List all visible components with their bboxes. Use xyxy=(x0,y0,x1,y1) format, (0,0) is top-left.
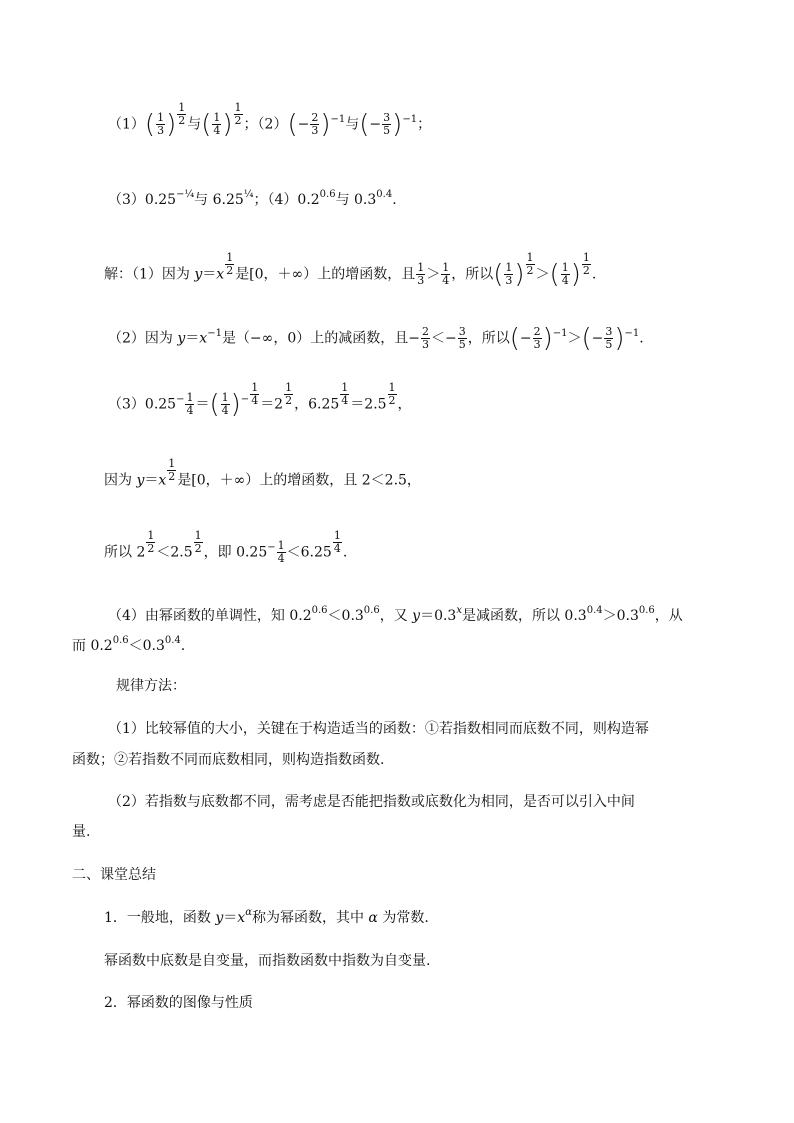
method-p2a: （2）若指数与底数都不同，需考虑是否能把指数或底数化为相同，是否可以引入中间 xyxy=(108,794,635,810)
fraction-2-3: $\frac{2}{3}$ xyxy=(311,111,319,137)
fraction-1-3: $\frac{1}{3}$ xyxy=(157,111,165,137)
problem-line-1: （1）( $\frac{1}{3}$ ) $\frac{1}{2}$ 与( $\frac{1}{4}$ ) $\frac{1}{2}$ ；（2）(− $\frac{2}{3}$ )$^{-1}$与(− $\frac{3}{5}$ )$^{-1}$； xyxy=(108,101,432,140)
solution-3: （3）0.25− $\frac{1}{4}$ ＝( $\frac{1}{4}$ )− $\frac{1}{4}$ ＝2 $\frac{1}{2}$ ，6.25 $\frac{1}{4}$ ＝2.5 $\frac{1}{2}$ ， xyxy=(108,381,412,420)
summary-heading: 二、课堂总结 xyxy=(72,867,156,883)
exponent-neg1: −1 xyxy=(330,113,346,125)
exponent-1-2: $\frac{1}{2}$ xyxy=(178,101,186,127)
method-p2b: 量. xyxy=(72,824,91,840)
solution-6a: （4）由幂函数的单调性，知 $0.2^{0.6}<0.3^{0.6}$，又 $y=0.3^x$是减函数，所以 $0.3^{0.4}>0.3^{0.6}$，从 xyxy=(108,605,683,624)
solution-2: （2）因为 $y=x^{-1}$是（−∞，0）上的减函数，且− $\frac{2}{3}$ ＜− $\frac{3}{5}$ ，所以(− $\frac{2}{3}$ )$^{-1}$＞(− $\frac{3}{5}$ )$^{-1}$. xyxy=(108,323,644,354)
summary-item-2: 2．幂函数的图像与性质 xyxy=(104,995,253,1011)
problem-line-2: $(3)0.25^{-\frac{1}{4}}$与 $6.25^{\frac{1}{4}}$；$(4)0.2^{0.6}$与 $0.3^{0.4}$. xyxy=(108,189,397,208)
exponent-neg1-b: −1 xyxy=(402,113,418,125)
problem-1-label: （1） xyxy=(108,116,145,133)
method-p1a: （1）比较幂值的大小，关键在于构造适当的函数：①若指数相同而底数不同，则构造幂 xyxy=(108,721,649,737)
fraction-3-5: $\frac{3}{5}$ xyxy=(383,111,391,137)
method-title: 规律方法： xyxy=(116,678,186,694)
method-p1b: 函数；②若指数不同而底数相同，则构造指数函数. xyxy=(72,752,385,768)
summary-item-1: 1．一般地，函数 $y=x^\alpha$称为幂函数，其中 α 为常数. xyxy=(104,907,429,926)
solution-5: 所以 2 $\frac{1}{2}$ ＜2.5 $\frac{1}{2}$ ，即 0.25− $\frac{1}{4}$ ＜6.25 $\frac{1}{4}$ . xyxy=(104,529,348,565)
summary-item-1b: 幂函数中底数是自变量，而指数函数中指数为自变量. xyxy=(104,953,431,969)
exponent-1-2-b: $\frac{1}{2}$ xyxy=(234,101,242,127)
solution-1: 解：（1）因为 y＝x $\frac{1}{2}$ 是[0，＋∞）上的增函数，且 $\frac{1}{3}$ ＞ $\frac{1}{4}$ ，所以( $\frac{1}{3}$ ) $\frac{1}{2}$ ＞( $\frac{1}{4}$ ) $\frac{1}{2}$ . xyxy=(104,251,597,290)
solution-6b: 而 $0.2^{0.6}<0.3^{0.4}$. xyxy=(72,635,186,654)
fraction-1-4: $\frac{1}{4}$ xyxy=(213,111,221,137)
solution-4: 因为 y＝x $\frac{1}{2}$ 是[0，＋∞）上的增函数，且 2＜2.5， xyxy=(104,457,421,489)
